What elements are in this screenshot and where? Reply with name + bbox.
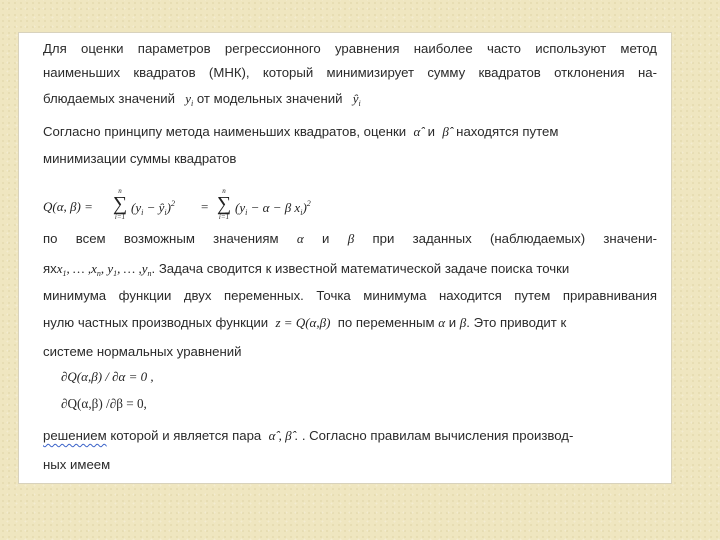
math-subscript: 1 [62, 269, 67, 278]
math-comma: , [100, 261, 105, 276]
least-squares-formula [39, 187, 339, 223]
text-fragment: . Это приводит к [466, 315, 567, 330]
text-line-3 [43, 91, 657, 112]
formula-subscript: i [300, 208, 303, 217]
formula-part: − α − β x [250, 200, 301, 215]
text-fragment: которой и является пара [110, 428, 262, 443]
math-subscript: n [147, 269, 152, 278]
text-fragment: ях [43, 261, 57, 276]
sum-sigma: ∑ [216, 193, 232, 215]
sum-sign-1 [111, 187, 129, 221]
normal-equation-1 [61, 369, 657, 385]
text-line-8: минимума функции двух переменных. Точка минимума находится путем приравнивания [43, 288, 657, 303]
text-fragment: блюдаемых значений [43, 91, 176, 106]
formula-part: (y [131, 200, 142, 215]
normal-equation-2: ∂Q(α,β) /∂β = 0, [61, 396, 147, 411]
text-line-13 [43, 428, 657, 444]
text-fragment: при заданных (наблюдаемых) значени- [372, 231, 658, 246]
formula-lhs: Q(α, β) = [43, 199, 93, 214]
text-line-1: Для оценки параметров регрессионного уравнения наиболее часто используют метод [43, 41, 657, 56]
formula-term-1 [131, 199, 175, 217]
math-estimate-pair: α̂ , β̂ . [268, 428, 299, 443]
text-line-5: минимизации суммы квадратов [43, 151, 237, 166]
formula-part: (y [235, 200, 246, 215]
formula-exponent: 2 [306, 199, 311, 208]
math-y-hat-i [346, 91, 361, 106]
math-y-i [179, 91, 194, 106]
math-subscript: n [96, 269, 101, 278]
text-fragment: по всем возможным значениям [43, 231, 279, 246]
math-subscript: i [358, 99, 361, 108]
formula-term-2 [235, 199, 311, 217]
math-function: z = Q(α,β) [275, 315, 331, 330]
math-alpha: α [296, 231, 304, 246]
equation-text: ∂Q(α,β) / ∂α = 0 , [61, 369, 154, 384]
text-fragment: и [427, 124, 436, 139]
formula-exponent: 2 [170, 199, 175, 208]
math-alpha-hat: α̂ [413, 124, 421, 139]
formula-subscript: i [245, 208, 248, 217]
math-ellipsis: , … , [66, 261, 92, 276]
text-line-6 [43, 231, 657, 247]
sum-upper-limit: n [118, 187, 122, 195]
text-fragment: от модельных значений [196, 91, 343, 106]
sum-lower-limit: i=1 [218, 213, 230, 221]
text-line-9 [43, 315, 657, 331]
text-fragment: по переменным [337, 315, 435, 330]
math-symbol: y [107, 261, 114, 276]
math-symbol: x [56, 261, 63, 276]
text-line-10: системе нормальных уравнений [43, 344, 242, 359]
text-fragment: . Задача сводится к известной математической задаче поиска точки [151, 261, 570, 276]
text-fragment: находятся путем [456, 124, 559, 139]
spellcheck-word: решением [43, 428, 107, 443]
text-fragment: Согласно принципу метода наименьших квадратов, оценки [43, 124, 407, 139]
math-beta: β [459, 315, 467, 330]
sum-sigma: ∑ [112, 193, 128, 215]
sum-lower-limit: i=1 [114, 213, 126, 221]
math-symbol: y [185, 91, 191, 106]
text-line-4 [43, 124, 657, 140]
formula-part: ) [166, 200, 171, 215]
math-symbol: x [91, 261, 97, 276]
text-fragment: . Согласно правилам вычисления производ- [301, 428, 574, 443]
formula-part: − ŷ [146, 200, 165, 215]
sum-upper-limit: n [222, 187, 226, 195]
math-alpha: α [438, 315, 446, 330]
text-fragment: и [322, 231, 330, 246]
text-fragment: нулю частных производных функции [43, 315, 269, 330]
text-line-2: наименьших квадратов (МНК), который минимизирует сумму квадратов отклонения на- [43, 65, 657, 80]
formula-subscript: i [164, 208, 167, 217]
math-beta-hat: β̂ [442, 124, 449, 139]
slide-page [18, 32, 672, 484]
math-symbol: ŷ [352, 91, 359, 106]
sum-sign-2 [215, 187, 233, 221]
math-subscript: 1 [113, 269, 118, 278]
math-ellipsis: , … , [117, 261, 142, 276]
text-line-14: ных имеем [43, 457, 111, 472]
math-observed-values [57, 261, 152, 276]
formula-part: ) [302, 200, 307, 215]
math-beta: β [347, 231, 355, 246]
text-line-7 [43, 261, 657, 282]
math-symbol: y [141, 261, 148, 276]
text-fragment: и [448, 315, 457, 330]
math-subscript: i [190, 99, 194, 108]
formula-subscript: i [141, 208, 144, 217]
formula-equals: = [201, 199, 209, 214]
